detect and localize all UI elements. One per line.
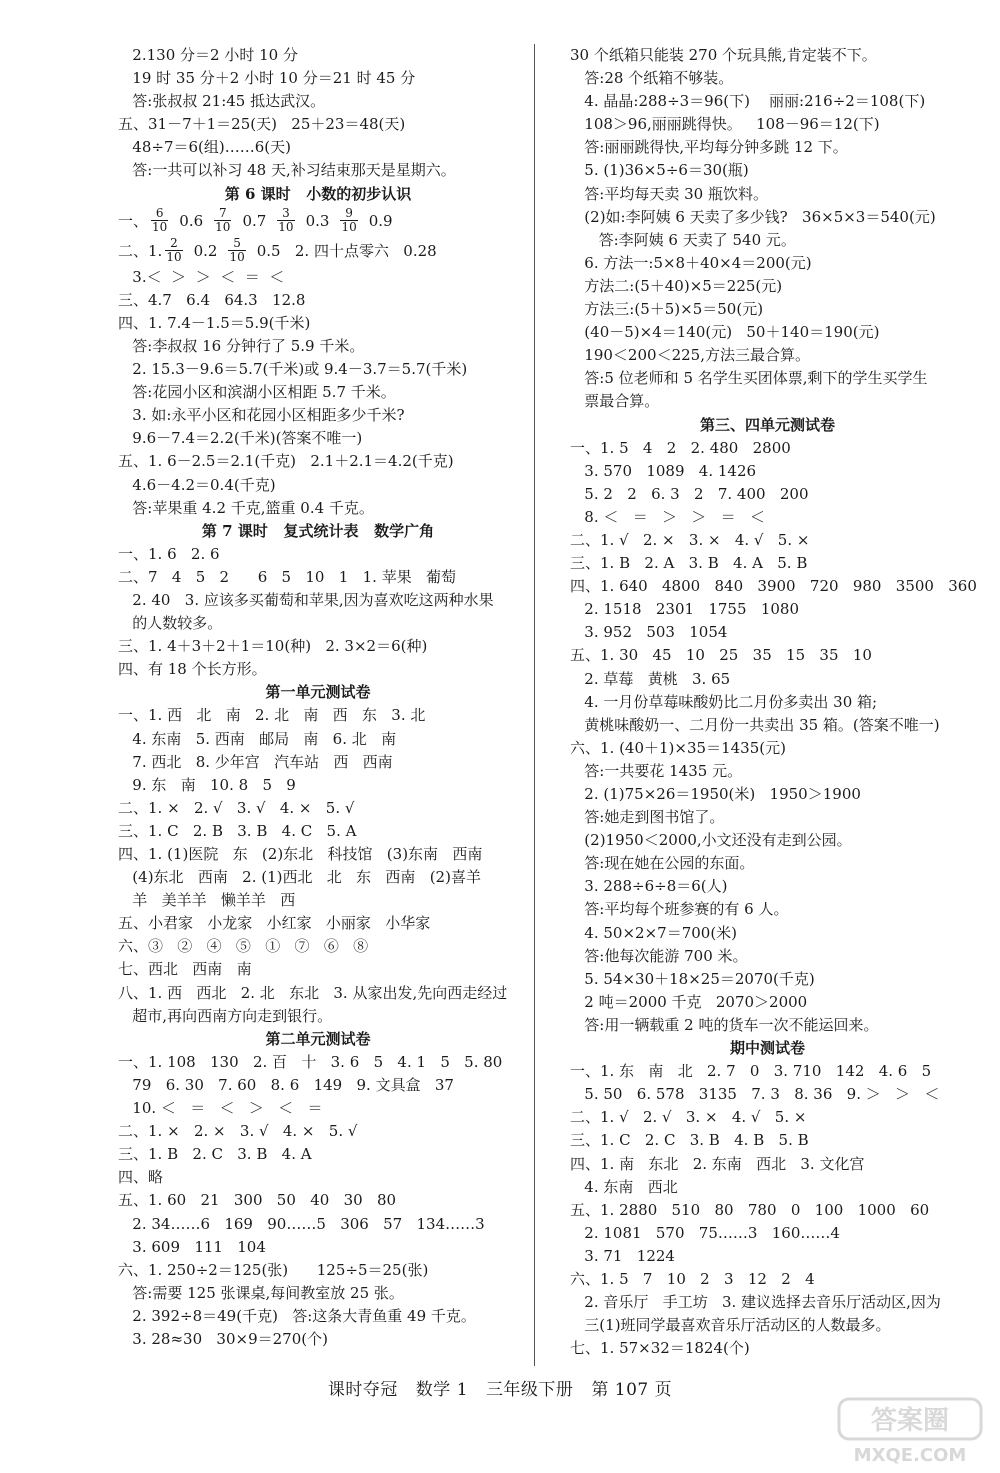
answer-line: 五、31－7＋1＝25(天) 25＋23＝48(天) — [118, 115, 406, 134]
fraction-numerator: 3 — [282, 206, 290, 221]
answer-line: 2. 15.3－9.6＝5.7(千米)或 9.4－3.7＝5.7(千米) — [118, 360, 468, 379]
answer-line: 六、1. 5 7 10 2 3 12 2 4 — [570, 1269, 815, 1288]
answer-line: 四、略 — [118, 1168, 164, 1187]
answer-line: 2. 1081 570 75……3 160……4 — [570, 1223, 840, 1242]
answer-line: 二、1. √ 2. √ 3. × 4. √ 5. × — [570, 1108, 807, 1127]
answer-line: 3.＜ ＞ ＞ ＜ ＝ ＜ — [118, 267, 285, 286]
answer-line: 6. 方法一:5×8＋40×4＝200(元) — [570, 253, 812, 272]
answer-line: 2. 40 3. 应该多买葡萄和苹果,因为喜欢吃这两种水果 — [118, 590, 494, 609]
answer-line: 答:她走到图书馆了。 — [570, 808, 725, 827]
fraction-denominator: 10 — [166, 250, 182, 265]
answer-value: 0.3 — [305, 211, 330, 230]
question-number: 二、1. — [118, 241, 163, 260]
answer-line: 3. 288÷6÷8＝6(人) — [570, 877, 728, 896]
fraction-denominator: 10 — [278, 220, 294, 235]
answer-value: 0.9 — [368, 211, 393, 230]
answer-value: 0.2 — [193, 241, 218, 260]
answer-line: 黄桃味酸奶一、二月份一共卖出 35 箱。(答案不唯一) — [570, 715, 940, 734]
watermark-url: MXQE.COM — [853, 1445, 967, 1466]
answer-line: 5. (1)36×5÷6＝30(瓶) — [570, 161, 749, 180]
answer-line: 4.6－4.2＝0.4(千克) — [118, 475, 276, 494]
answer-line: 答:张叔叔 21:45 抵达武汉。 — [118, 92, 326, 111]
answer-line: 3. 570 1089 4. 1426 — [570, 461, 757, 480]
fraction-numerator: 6 — [155, 206, 164, 221]
answer-line: 六、③ ② ④ ⑤ ① ⑦ ⑥ ⑧ — [118, 937, 369, 956]
answer-line: 三、1. B 2. A 3. B 4. A 5. B — [570, 554, 808, 573]
answer-line: 5. 2 2 6. 3 2 7. 400 200 — [570, 484, 809, 503]
section-heading: 第 7 课时 复式统计表 数学广角 — [201, 521, 435, 540]
answer-line: 七、1. 57×32＝1824(个) — [570, 1339, 750, 1358]
answer-line: 2. (1)75×26＝1950(米) 1950＞1900 — [570, 785, 861, 803]
fraction-denominator: 10 — [341, 220, 357, 235]
fraction — [151, 207, 168, 234]
fraction — [214, 207, 231, 234]
answer-line: 5. 50 6. 578 3135 7. 3 8. 36 9. ＞ ＞ ＜ — [570, 1085, 940, 1104]
fraction — [228, 237, 245, 264]
grade-label: 三年级下册 — [485, 1380, 574, 1400]
answer-line: 4. 一月份草莓味酸奶比二月份多卖出 30 箱; — [570, 692, 878, 711]
answer-line: 3. 609 111 104 — [118, 1237, 266, 1256]
answer-value: 0.7 — [242, 211, 267, 230]
answer-line: 190＜200＜225,方法三最合算。 — [570, 346, 810, 365]
answer-line: (2)如:李阿姨 6 天卖了多少钱? 36×5×3＝540(元) — [570, 207, 936, 226]
answer-line: 一、1. 东 南 北 2. 7 0 3. 710 142 4. 6 5 — [570, 1062, 932, 1081]
answer-line: 七、西北 西南 南 — [118, 960, 252, 979]
answer-line: 8. ＜ ＝ ＞ ＞ ＝ ＜ — [570, 507, 765, 526]
answer-line: 五、小君家 小龙家 小红家 小丽家 小华家 — [118, 914, 431, 933]
answer-line: 四、有 18 个长方形。 — [118, 660, 267, 679]
answer-line: 答:需要 125 张课桌,每间教室放 25 张。 — [118, 1283, 404, 1302]
answer-line: 答:平均每天卖 30 瓶饮料。 — [570, 184, 768, 203]
answer-line: 羊 美羊羊 懒羊羊 西 — [118, 891, 296, 910]
subject-label: 数学 1 — [415, 1380, 469, 1400]
answer-line: 2. 音乐厅 手工坊 3. 建议选择去音乐厅活动区,因为 — [570, 1293, 941, 1312]
left-answer-column — [118, 44, 518, 1351]
answer-line: 四、1. (1)医院 东 (2)东北 科技馆 (3)东南 西南 — [118, 845, 483, 863]
answer-line: (4)东北 西南 2. (1)西北 北 东 西南 (2)喜羊 — [118, 868, 481, 887]
fraction-denominator: 10 — [215, 220, 231, 235]
answer-line: (2)1950＜2000,小文还没有走到公园。 — [570, 831, 852, 850]
answer-line: 4. 东南 5. 西南 邮局 南 6. 北 南 — [118, 729, 397, 748]
answer-line: 2. 草莓 黄桃 3. 65 — [570, 669, 731, 688]
answer-line: 超市,再向西南方向走到银行。 — [118, 1006, 333, 1025]
answer-line: 五、1. 6－2.5＝2.1(千克) 2.1＋2.1＝4.2(千克) — [118, 452, 454, 471]
answer-line: 答:现在她在公园的东面。 — [570, 854, 755, 873]
answer-value: 0.5 2. 四十点零六 0.28 — [256, 241, 437, 260]
answer-line: 方法二:(5＋40)×5＝225(元) — [570, 276, 783, 295]
answer-line: 答:平均每个班参赛的有 6 人。 — [570, 900, 789, 919]
answer-line: 三、1. C 2. C 3. B 4. B 5. B — [570, 1131, 809, 1150]
answer-line: 答:花园小区和滨湖小区相距 5.7 千米。 — [118, 383, 396, 402]
answer-line: 10. ＜ ＝ ＜ ＞ ＜ ＝ — [118, 1099, 323, 1118]
answer-line: 2. 1518 2301 1755 1080 — [570, 600, 799, 619]
section-heading: 第三、四单元测试卷 — [699, 415, 835, 434]
section-heading: 第二单元测试卷 — [265, 1029, 371, 1048]
answer-line: 答:李阿姨 6 天卖了 540 元。 — [570, 230, 796, 249]
answer-line: 9. 东 南 10. 8 5 9 — [118, 775, 296, 794]
answer-line: 2. 34……6 169 90……5 306 57 134……3 — [118, 1214, 485, 1233]
answer-line: 答:李叔叔 16 分钟行了 5.9 千米。 — [118, 336, 365, 355]
answer-line: 六、1. 250÷2＝125(张) 125÷5＝25(张) — [118, 1260, 429, 1279]
answer-line: 答:用一辆载重 2 吨的货车一次不能运回来。 — [570, 1015, 879, 1034]
answer-line: 7. 西北 8. 少年宫 汽车站 西 西南 — [118, 752, 393, 771]
answer-line: 4. 东南 西北 — [570, 1177, 678, 1196]
page-number: 第 107 页 — [591, 1380, 673, 1400]
fraction-denominator: 10 — [152, 220, 168, 235]
answer-line: 四、1. 7.4－1.5＝5.9(千米) — [118, 313, 311, 332]
answer-line: 二、1. × 2. × 3. √ 4. × 5. √ — [118, 1122, 358, 1141]
answer-value: 0.6 — [179, 211, 204, 230]
section-heading: 期中测试卷 — [729, 1039, 805, 1058]
answer-line: 5. 54×30＋18×25＝2070(千克) — [570, 969, 815, 988]
answer-line: 答:一共可以补习 48 天,补习结束那天是星期六。 — [118, 161, 456, 180]
answer-line: 答:丽丽跳得快,平均每分钟多跳 12 下。 — [570, 138, 848, 157]
answer-line: 答:5 位老师和 5 名学生买团体票,剩下的学生买学生 — [570, 369, 928, 388]
answer-line: 2.130 分＝2 小时 10 分 — [118, 46, 298, 64]
answer-line: 二、1. √ 2. × 3. × 4. √ 5. × — [570, 530, 810, 549]
answer-line: 答:他每次能游 700 米。 — [570, 946, 748, 965]
answer-line: 四、1. 南 东北 2. 东南 西北 3. 文化宫 — [570, 1154, 865, 1173]
answer-line: 答:苹果重 4.2 千克,篮重 0.4 千克。 — [118, 498, 374, 517]
answer-line: 二、7 4 5 2 6 5 10 1 1. 苹果 葡萄 — [118, 567, 457, 586]
answer-line: 六、1. (40＋1)×35＝1435(元) — [570, 738, 786, 757]
answer-line: 答:一共要花 1435 元。 — [570, 761, 743, 780]
answer-line: 答:28 个纸箱不够装。 — [570, 69, 734, 88]
fraction — [165, 237, 182, 264]
answer-line: 108＞96,丽丽跳得快。 108－96＝12(下) — [570, 115, 880, 134]
answer-line: 三、1. 4＋3＋2＋1＝10(种) 2. 3×2＝6(种) — [118, 637, 428, 656]
book-title: 课时夺冠 — [327, 1380, 398, 1400]
answer-line: 4. 晶晶:288÷3＝96(下) 丽丽:216÷2＝108(下) — [570, 92, 926, 111]
answer-line: 3. 如:永平小区和花园小区相距多少千米? — [118, 406, 405, 425]
answer-line: 79 6. 30 7. 60 8. 6 149 9. 文具盒 37 — [118, 1075, 454, 1094]
column-divider — [534, 44, 535, 1366]
fraction — [277, 207, 294, 234]
answer-line: 30 个纸箱只能装 270 个玩具熊,肯定装不下。 — [570, 46, 877, 64]
watermark-logo-text: 答案圈 — [870, 1406, 950, 1436]
answer-line: 一、1. 108 130 2. 百 十 3. 6 5 4. 1 5 5. 80 — [118, 1052, 503, 1071]
answer-line: 五、1. 30 45 10 25 35 15 35 10 — [570, 646, 872, 665]
answer-line: 一、1. 6 2. 6 — [118, 544, 220, 563]
answer-line: 票最合算。 — [570, 392, 660, 411]
answer-line: (40－5)×4＝140(元) 50＋140＝190(元) — [570, 323, 880, 342]
fraction-numerator: 7 — [218, 206, 227, 221]
answer-line: 2 吨＝2000 千克 2070＞2000 — [570, 992, 808, 1011]
answer-line: 二、1. × 2. √ 3. √ 4. × 5. √ — [118, 798, 355, 817]
answer-line: 48÷7＝6(组)……6(天) — [118, 138, 291, 157]
fraction-answer-line — [118, 206, 518, 236]
answer-line: 四、1. 640 4800 840 3900 720 980 3500 360 — [570, 577, 977, 596]
answer-line: 4. 50×2×7＝700(米) — [570, 923, 738, 942]
right-answer-column — [570, 44, 977, 1360]
answer-line: 3. 71 1224 — [570, 1246, 675, 1265]
answer-line: 的人数较多。 — [118, 614, 223, 633]
fraction-numerator: 2 — [170, 236, 178, 251]
answer-line: 八、1. 西 西北 2. 北 东北 3. 从家出发,先向西走经过 — [118, 983, 508, 1002]
answer-line: 3. 28≈30 30×9＝270(个) — [118, 1329, 328, 1348]
answer-line: 一、1. 西 北 南 2. 北 南 西 东 3. 北 — [118, 706, 426, 725]
answer-line: 三、4.7 6.4 64.3 12.8 — [118, 290, 306, 309]
answer-line: 一、1. 5 4 2 2. 480 2800 — [570, 438, 791, 457]
answer-line: 三、1. C 2. B 3. B 4. C 5. A — [118, 821, 357, 840]
section-heading: 第 6 课时 小数的初步认识 — [224, 184, 412, 203]
answer-line: 五、1. 2880 510 80 780 0 100 1000 60 — [570, 1200, 930, 1219]
answer-line: 9.6－7.4＝2.2(千米)(答案不唯一) — [118, 429, 363, 448]
answer-line: 方法三:(5＋5)×5＝50(元) — [570, 300, 764, 319]
fraction — [340, 207, 357, 234]
fraction-numerator: 5 — [233, 236, 241, 251]
answer-line: 三(1)班同学最喜欢音乐厅活动区的人数最多。 — [570, 1316, 891, 1335]
fraction-numerator: 9 — [345, 206, 353, 221]
answer-line: 3. 952 503 1054 — [570, 623, 728, 642]
question-number: 一、 — [118, 211, 149, 230]
answer-line: 2. 392÷8＝49(千克) 答:这条大青鱼重 49 千克。 — [118, 1306, 476, 1325]
watermark-logo — [835, 1395, 985, 1467]
fraction-answer-line — [118, 236, 518, 266]
answer-line: 五、1. 60 21 300 50 40 30 80 — [118, 1191, 397, 1210]
fraction-denominator: 10 — [229, 250, 245, 265]
answer-line: 三、1. B 2. C 3. B 4. A — [118, 1145, 312, 1164]
section-heading: 第一单元测试卷 — [265, 683, 371, 702]
answer-line: 19 时 35 分＋2 小时 10 分＝21 时 45 分 — [118, 69, 416, 88]
